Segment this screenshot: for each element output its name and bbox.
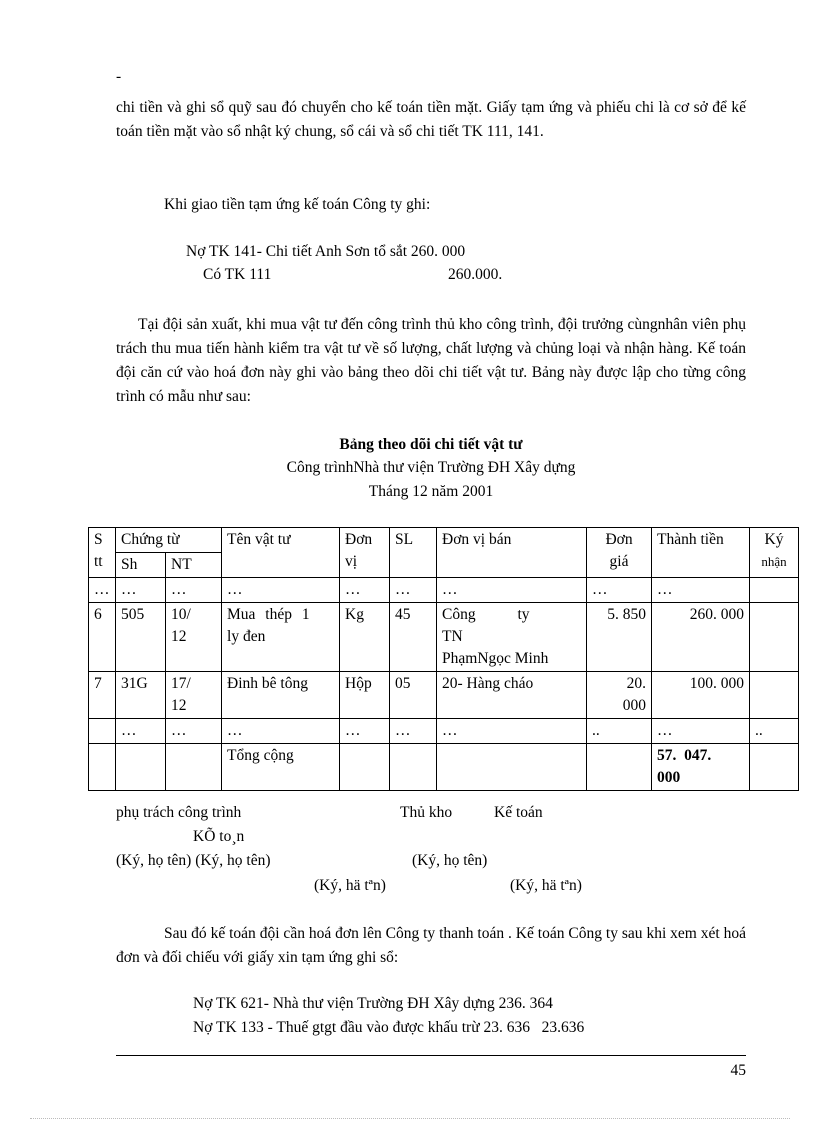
cell: …: [437, 578, 587, 603]
header-ky-nhan: Ký nhận: [750, 528, 799, 578]
cell: …: [652, 719, 750, 744]
sign-ky-ho-ten-pair: (Ký, họ tên) (Ký, họ tên): [116, 852, 271, 869]
table-subtitle: Công trìnhNhà thư viện Trường ĐH Xây dựng: [286, 459, 576, 476]
header-don-vi: Đơn vị: [340, 528, 390, 578]
cell: …: [437, 719, 587, 744]
table-row: [89, 672, 799, 719]
cell-don-gia: 20. 000: [587, 672, 652, 719]
paragraph-4: Sau đó kế toán đội cần hoá đơn lên Công ty thanh toán . Kế toán Công ty sau khi xem xét hoá đơn và đối chiếu với giấy xin tạm ứng ghi sổ:: [116, 925, 746, 966]
header-stt: S tt: [89, 528, 116, 578]
cell: …: [89, 578, 116, 603]
sign-thu-kho: Thủ kho: [400, 804, 453, 821]
total-label: Tổng cộng: [222, 744, 340, 791]
footer-rule: [116, 1055, 746, 1056]
table-row: [89, 578, 799, 603]
header-nt: NT: [166, 553, 222, 578]
sign-ky-garbled-1: (Ký, hä tªn): [314, 877, 386, 894]
cell-ten: Đinh bê tông: [222, 672, 340, 719]
cell-sh: 505: [116, 603, 166, 672]
header-sh: Sh: [116, 553, 166, 578]
table-total-row: [89, 744, 799, 791]
journal-entry-debit: Nợ TK 141- Chi tiết Anh Sơn tổ sắt 260. 000: [186, 243, 466, 260]
cell: [750, 744, 799, 791]
cell: [390, 744, 437, 791]
cell-nt: 17/ 12: [166, 672, 222, 719]
cell-ky: [750, 672, 799, 719]
cell: …: [587, 578, 652, 603]
cell: ..: [750, 719, 799, 744]
sign-phu-trach: phụ trách công trình: [116, 804, 242, 821]
cell-stt: 6: [89, 603, 116, 672]
cell: [587, 744, 652, 791]
sign-ke-toan-garbled: KÕ to¸n: [193, 828, 245, 845]
table-title: Bảng theo dõi chi tiết vật tư: [339, 436, 523, 453]
journal-entry-credit-label: Có TK 111: [203, 266, 272, 283]
cell: [116, 744, 166, 791]
table-date: Tháng 12 năm 2001: [368, 483, 494, 500]
cell-don-vi-ban: Công ty TN PhạmNgọc Minh: [437, 603, 587, 672]
cell-ten: Mua thép 1 ly đen: [222, 603, 340, 672]
cell: …: [116, 578, 166, 603]
cell: …: [390, 578, 437, 603]
cell: ..: [587, 719, 652, 744]
sign-ky-ho-ten: (Ký, họ tên): [412, 852, 488, 869]
cell-sl: 05: [390, 672, 437, 719]
cell-don-gia: 5. 850: [587, 603, 652, 672]
cell: …: [390, 719, 437, 744]
cell: …: [166, 578, 222, 603]
cell-nt: 10/ 12: [166, 603, 222, 672]
paragraph-1: chi tiền và ghi sổ quỹ sau đó chuyển cho kế toán tiền mặt. Giấy tạm ứng và phiếu chi là cơ sở để kế toán tiền mặt vào sổ nhật ký chung, sổ cái và sổ chi tiết TK 111, 141.: [116, 99, 746, 140]
cell-stt: 7: [89, 672, 116, 719]
page-number: 45: [730, 1062, 746, 1079]
header-don-gia: Đơn giá: [587, 528, 652, 578]
table-header-row: [89, 528, 799, 553]
material-tracking-table: [88, 527, 799, 791]
cell-sl: 45: [390, 603, 437, 672]
header-chung-tu: Chứng từ: [116, 528, 222, 553]
sign-ke-toan: Kế toán: [494, 804, 543, 821]
cell-ky: [750, 603, 799, 672]
cell-thanh-tien: 100. 000: [652, 672, 750, 719]
total-value: 57. 047. 000: [652, 744, 750, 791]
cell: [340, 744, 390, 791]
header-don-vi-ban: Đơn vị bán: [437, 528, 587, 578]
page-edge-divider: [30, 1118, 790, 1119]
journal-entry-621: Nợ TK 621- Nhà thư viện Trường ĐH Xây dựng 236. 364: [193, 995, 553, 1012]
cell: …: [222, 578, 340, 603]
cell-don-vi: Hộp: [340, 672, 390, 719]
cell-sh: 31G: [116, 672, 166, 719]
cell: [166, 744, 222, 791]
cell-thanh-tien: 260. 000: [652, 603, 750, 672]
cell: …: [652, 578, 750, 603]
cell-don-vi-ban: 20- Hàng cháo: [437, 672, 587, 719]
cell: [89, 719, 116, 744]
cell: …: [116, 719, 166, 744]
journal-entry-133: Nợ TK 133 - Thuế gtgt đầu vào được khấu trừ 23. 636 23.636: [193, 1019, 585, 1036]
top-mark: -: [116, 68, 122, 85]
cell: …: [340, 578, 390, 603]
cell: [437, 744, 587, 791]
table-row: [89, 719, 799, 744]
table-row: [89, 603, 799, 672]
sign-ky-garbled-2: (Ký, hä tªn): [510, 877, 582, 894]
cell-don-vi: Kg: [340, 603, 390, 672]
cell: [750, 578, 799, 603]
cell: …: [222, 719, 340, 744]
header-thanh-tien: Thành tiền: [652, 528, 750, 578]
paragraph-2: Khi giao tiền tạm ứng kế toán Công ty ghi:: [164, 196, 431, 213]
paragraph-3: Tại đội sản xuất, khi mua vật tư đến công trình thủ kho công trình, đội trưởng cùngnhân viên phụ trách thu mua tiến hành kiểm tra vật tư về số lượng, chất lượng và chủng loại và nhận hàng. Kế toán đội căn cứ vào hoá đơn này ghi vào bảng theo dõi chi tiết vật tư. Bảng này được lập cho từng công trình có mẫu như sau:: [116, 316, 746, 405]
cell: [89, 744, 116, 791]
header-sl: SL: [390, 528, 437, 578]
header-ten-vat-tu: Tên vật tư: [222, 528, 340, 578]
cell: …: [166, 719, 222, 744]
cell: …: [340, 719, 390, 744]
journal-entry-credit-value: 260.000.: [448, 266, 503, 283]
